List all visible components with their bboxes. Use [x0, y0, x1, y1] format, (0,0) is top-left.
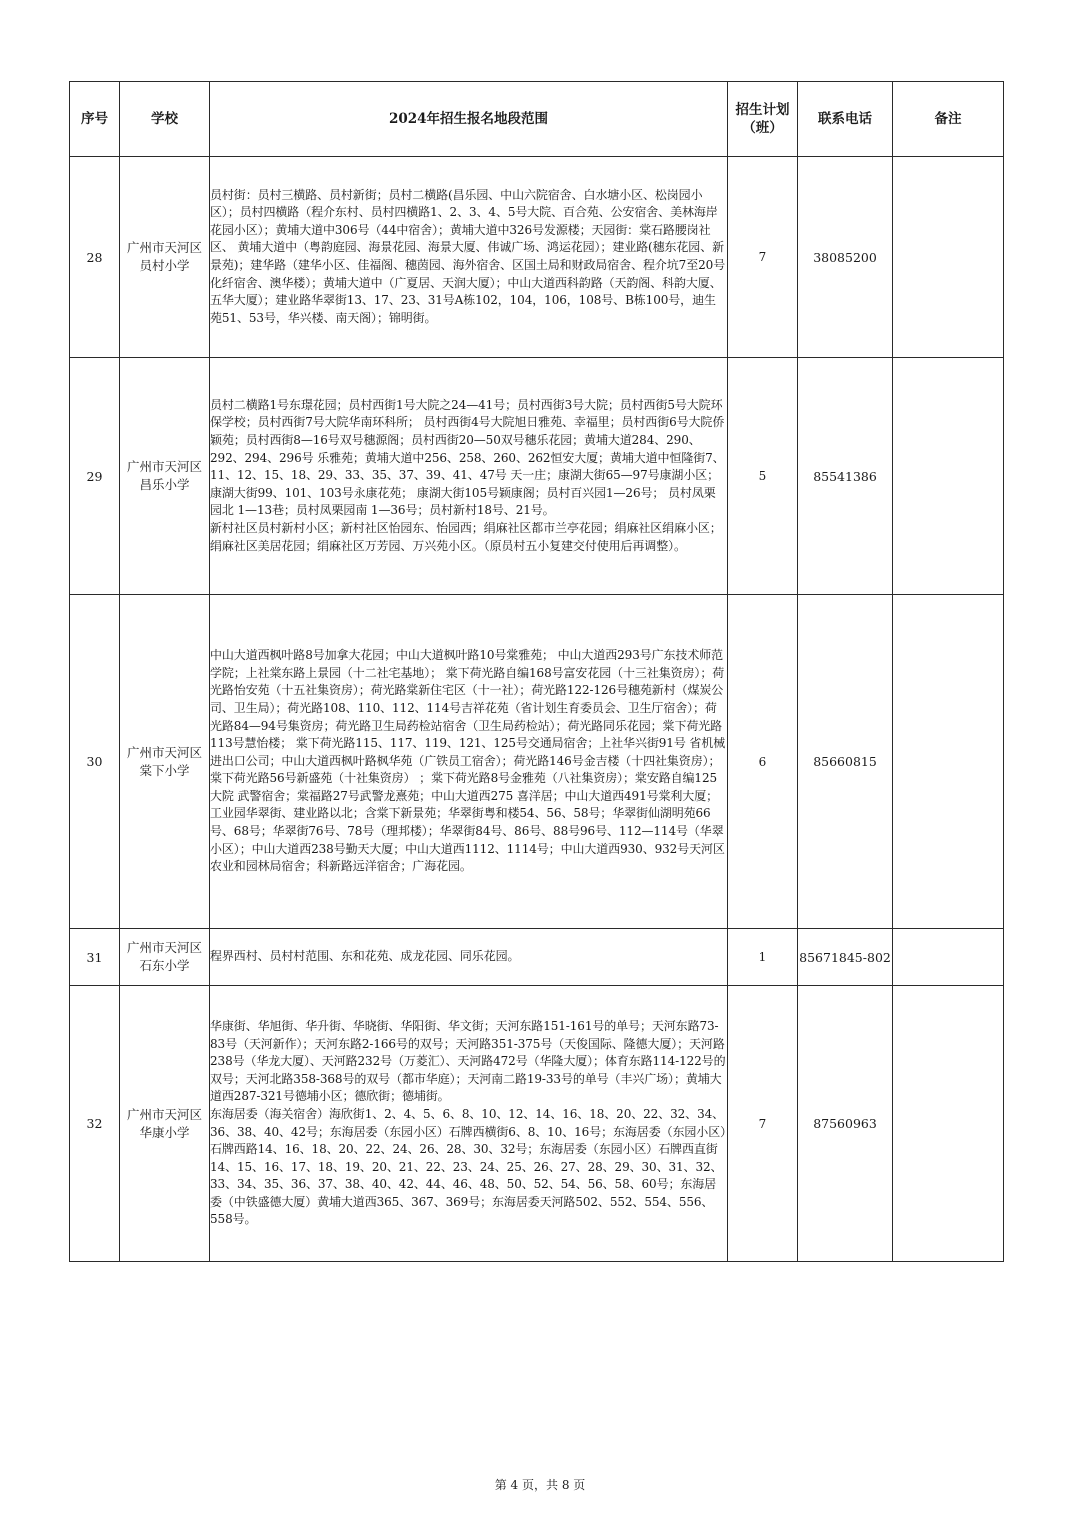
- row-no: 31: [70, 929, 120, 986]
- table-row: [70, 986, 1004, 1262]
- school-district: 广州市天河区: [126, 459, 202, 474]
- table-header-row: [70, 82, 1004, 157]
- row-note: [893, 929, 1004, 986]
- school-district: 广州市天河区: [126, 744, 202, 760]
- row-note: [893, 157, 1004, 358]
- table-row: [70, 157, 1004, 358]
- row-range: 华康街、华旭街、华升街、华晓街、华阳街、华文街；天河东路151-161号的单号；天河东路73-83号（天河新作）；天河东路2-166号的双号；天河路351-375号（天俊国际、隆德大厦）；天河路238号（华龙大厦）、天河路232号（万菱汇）、天河路472号（华隆大厦）；体育东路114-122号的双号；天河北路358-368号的双号（都市华庭）；天河南二路19-33号的单号（丰兴广场）；黄埔大道西287-321号德埔小区；德欣街；德埔街。 东海居委（海关宿舍）海欣街1、2、4、5、6、8、10、12、14、16、18、20、22、32、34、36、38、40、42号；东海居委（东园小区）石牌西横街6、8、10、16号；东海居委（东园小区）石牌西路14、16、18、20、22、24、26、28、30、32号；东海居委（东园小区）石牌西直街14、15、16、17、18、19、20、21、22、23、24、25、26、27、28、29、30、31、32、33、34、35、36、37、38、40、42、44、46、48、50、52、54、56、58、60号；东海居委（中铁盛德大厦）黄埔大道西365、367、369号；东海居委天河路502、552、554、556、558号。: [210, 986, 728, 1262]
- row-plan: 6: [728, 595, 798, 929]
- school-district: 广州市天河区: [126, 940, 202, 955]
- row-school: [120, 929, 210, 986]
- page-number-footer: 第 4 页，共 8 页: [494, 1478, 586, 1492]
- row-plan: 1: [728, 929, 798, 986]
- school-name: 石东小学: [139, 958, 190, 973]
- row-note: [893, 986, 1004, 1262]
- row-range: 程界西村、员村村范围、东和花苑、成龙花园、同乐花园。: [210, 929, 728, 986]
- school-district: 广州市天河区: [126, 1106, 202, 1122]
- school-name: 昌乐小学: [139, 477, 190, 492]
- row-plan: 5: [728, 358, 798, 595]
- row-phone: 38085200: [798, 157, 893, 358]
- row-phone: 85541386: [798, 358, 893, 595]
- row-school: [120, 358, 210, 595]
- row-range: 员村二横路1号东璟花园；员村西街1号大院之24—41号；员村西街3号大院；员村西街5号大院环保学校；员村西街7号大院华南环科所； 员村西街4号大院旭日雅苑、幸福里；员村西街6号大院侨颖苑；员村西街8—16号双号穗源阁；员村西街20—50双号穗乐花园；黄埔大道284、290、292、294、296号 乐雅苑；黄埔大道中256、258、260、262恒安大厦；黄埔大道中恒隆街7、11、12、15、18、29、33、35、37、39、41、47号 天一庄；康湖大街65—97号康湖小区；康湖大街99、101、103号永康花苑； 康湖大街105号颖康阁；员村百兴园1—26号； 员村凤栗园北 1—13巷；员村凤栗园南 1—36号；员村新村18号、21号。 新村社区员村新村小区；新村社区怡园东、怡园西；绢麻社区都市兰亭花园；绢麻社区绢麻小区；绢麻社区美居花园；绢麻社区万芳园、万兴苑小区。（原员村五小复建交付使用后再调整）。: [210, 358, 728, 595]
- row-no: 30: [70, 595, 120, 929]
- table-row: [70, 595, 1004, 929]
- header-range: 2024年招生报名地段范围: [210, 82, 728, 157]
- row-no: 28: [70, 157, 120, 358]
- table-row: [70, 358, 1004, 595]
- school-name: 员村小学: [139, 258, 190, 273]
- row-note: [893, 595, 1004, 929]
- header-note: 备注: [893, 82, 1004, 157]
- row-no: 32: [70, 986, 120, 1262]
- row-range: 员村街：员村三横路、员村新街；员村二横路(昌乐园、中山六院宿舍、白水塘小区、松岗园小区）；员村四横路（程介东村、员村四横路1、2、3、4、5号大院、百合苑、公安宿舍、美林海岸花园小区）；黄埔大道中306号（44中宿舍）；黄埔大道中326号发源楼；天园街：棠石路腰岗社区、 黄埔大道中（粤韵庭园、海景花园、海景大厦、伟诚广场、鸿运花园）；建业路(穗东花园、新景苑)；建华路（建华小区、佳福阁、穗茵园、海外宿舍、区国土局和财政局宿舍、程介坑7至20号化纤宿舍、澳华楼）；黄埔大道中（广夏居、天润大厦）；中山大道西科韵路（天韵阁、科韵大厦、五华大厦）；建业路华翠街13、17、23、31号A栋102，104，106，108号、B栋100号，迪生苑51、53号，华兴楼、南天阁）；锦明街。: [210, 157, 728, 358]
- row-plan: 7: [728, 157, 798, 358]
- enrollment-table: [69, 81, 1004, 1262]
- row-school: [120, 595, 210, 929]
- table-row: [70, 929, 1004, 986]
- row-phone: 87560963: [798, 986, 893, 1262]
- row-no: 29: [70, 358, 120, 595]
- school-district: 广州市天河区: [126, 240, 202, 255]
- school-name: 棠下小学: [139, 762, 190, 778]
- row-note: [893, 358, 1004, 595]
- header-school: 学校: [120, 82, 210, 157]
- row-phone: 85671845-802: [798, 929, 893, 986]
- row-school: [120, 157, 210, 358]
- header-phone: 联系电话: [798, 82, 893, 157]
- header-no: 序号: [70, 82, 120, 157]
- row-range: 中山大道西枫叶路8号加拿大花园；中山大道枫叶路10号棠雅苑； 中山大道西293号广东技术师范学院；上社棠东路上景园（十二社宅基地）； 棠下荷光路自编168号富安花园（十三社集资房）；荷光路怡安苑（十五社集资房）；荷光路棠新住宅区（十一社）；荷光路122-126号穗苑新村（煤炭公司、卫生局）；荷光路108、110、112、114号吉祥花苑（省计划生育委员会、卫生厅宿舍）；荷光路84—94号集资房；荷光路卫生局药检站宿舍（卫生局药检站）；荷光路同乐花园；棠下荷光路113号慧怡楼； 棠下荷光路115、117、119、121、125号交通局宿舍；上社华兴街91号 省机械进出口公司；中山大道西枫叶路枫华苑（广铁员工宿舍）；荷光路146号金吉楼（十四社集资房）；棠下荷光路56号新盛苑（十社集资房） ；棠下荷光路8号金雅苑（八社集资房）；棠安路自编125大院 武警宿舍；棠福路27号武警龙熹苑；中山大道西275 喜洋居；中山大道西491号棠利大厦；工业园华翠街、建业路以北；含棠下新景苑；华翠街粤和楼54、56、58号；华翠街仙湖明苑66号、68号；华翠街76号、78号（理邦楼）；华翠街84号、86号、88号96号、112—114号（华翠小区）；中山大道西238号勤天大厦；中山大道西1112、1114号；中山大道西930、932号天河区农业和园林局宿舍；科新路远洋宿舍；广海花园。: [210, 595, 728, 929]
- row-school: [120, 986, 210, 1262]
- row-phone: 85660815: [798, 595, 893, 929]
- header-plan: 招生计划（班）: [728, 82, 798, 157]
- school-name: 华康小学: [139, 1124, 190, 1140]
- row-plan: 7: [728, 986, 798, 1262]
